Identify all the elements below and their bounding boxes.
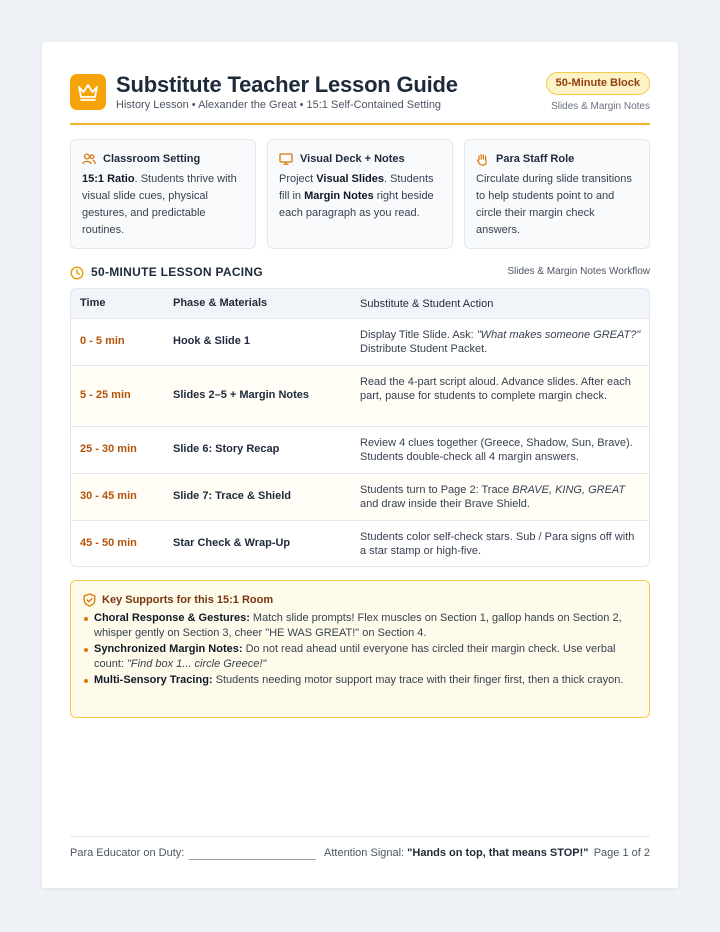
support-quote: "Find box 1... circle Greece!" bbox=[127, 658, 267, 670]
row-phase: Hook & Slide 1 bbox=[173, 335, 251, 347]
row-action: Students color self-check stars. Sub / Para signs off with a star stamp or high-five. bbox=[360, 531, 635, 557]
key-supports-box bbox=[70, 580, 650, 718]
users-icon bbox=[82, 153, 96, 165]
page-number: Page 1 of 2 bbox=[593, 847, 650, 859]
support-text: Students needing motor support may trace with their finger first, then a thick crayon. bbox=[212, 674, 624, 686]
row-time: 5 - 25 min bbox=[80, 389, 131, 401]
signature-line[interactable] bbox=[189, 859, 316, 860]
hand-icon bbox=[476, 153, 489, 166]
signal-value: "Hands on top, that means STOP!" bbox=[407, 847, 589, 859]
pacing-title: 50-MINUTE LESSON PACING bbox=[91, 265, 264, 279]
page-header bbox=[70, 72, 650, 125]
shield-check-icon bbox=[83, 593, 96, 607]
row-action bbox=[360, 483, 642, 511]
action-text: and draw inside their Brave Shield. bbox=[360, 498, 530, 510]
card-body bbox=[82, 171, 244, 239]
support-label: Multi-Sensory Tracing: bbox=[94, 674, 213, 686]
crown-icon bbox=[70, 74, 106, 110]
pacing-table bbox=[70, 288, 650, 567]
page-footer bbox=[70, 836, 650, 866]
supports-list bbox=[83, 611, 637, 688]
support-text: Do not read ahead until everyone has circled their margin check. Use verbal count: bbox=[94, 643, 616, 670]
table-row bbox=[71, 318, 649, 365]
page-title: Substitute Teacher Lesson Guide bbox=[116, 72, 458, 97]
table-row bbox=[71, 365, 649, 426]
lesson-guide-page bbox=[42, 42, 678, 888]
row-time: 0 - 5 min bbox=[80, 335, 125, 347]
support-label: Synchronized Margin Notes: bbox=[94, 643, 243, 655]
pacing-workflow-label: Slides & Margin Notes Workflow bbox=[507, 266, 650, 277]
row-phase: Slide 7: Trace & Shield bbox=[173, 490, 291, 502]
card-title: Visual Deck + Notes bbox=[300, 153, 405, 165]
page-content bbox=[70, 72, 650, 859]
ratio-text: 15:1 Ratio bbox=[82, 173, 135, 185]
card-text: Project bbox=[279, 173, 317, 185]
header-time: Time bbox=[80, 297, 106, 309]
info-cards bbox=[70, 139, 650, 249]
row-action: Read the 4-part script aloud. Advance slides. After each part, pause for students to complete margin check. bbox=[360, 376, 631, 402]
card-text: . Students fill in bbox=[279, 173, 434, 202]
card-body: Circulate during slide transitions to help students point to and circle their margin check answers. bbox=[476, 173, 632, 236]
row-time: 30 - 45 min bbox=[80, 490, 137, 502]
card-bold: Margin Notes bbox=[304, 190, 374, 202]
signal-label: Attention Signal: bbox=[324, 847, 408, 859]
action-text: Students turn to Page 2: Trace bbox=[360, 484, 513, 496]
table-row bbox=[71, 426, 649, 473]
list-item bbox=[83, 642, 637, 672]
card-classroom-setting bbox=[70, 139, 256, 249]
support-text: Match slide prompts! Flex muscles on Section 1, gallop hands on Section 2, whisper gently on Section 3, cheer "HE WAS GREAT!" on Section 4. bbox=[94, 612, 622, 639]
support-label: Choral Response & Gestures: bbox=[94, 612, 250, 624]
table-row bbox=[71, 520, 649, 566]
card-title: Classroom Setting bbox=[103, 153, 201, 165]
row-time: 45 - 50 min bbox=[80, 537, 137, 549]
row-phase: Star Check & Wrap-Up bbox=[173, 537, 291, 549]
table-header-row bbox=[71, 289, 649, 318]
action-text: Display Title Slide. Ask: bbox=[360, 329, 477, 341]
header-phase: Phase & Materials bbox=[173, 297, 268, 309]
clock-icon bbox=[70, 266, 84, 280]
list-item bbox=[83, 611, 637, 641]
card-text: right beside each paragraph as you read. bbox=[279, 190, 434, 219]
pacing-heading bbox=[70, 264, 650, 282]
card-text: . Students thrive with visual slide cues, physical gestures, and predictable routines. bbox=[82, 173, 237, 236]
row-time: 25 - 30 min bbox=[80, 443, 137, 455]
page-subtitle: History Lesson • Alexander the Great • 15:1 Self-Contained Setting bbox=[116, 99, 442, 111]
card-title: Para Staff Role bbox=[496, 153, 575, 165]
supports-title: Key Supports for this 15:1 Room bbox=[102, 594, 274, 606]
attention-signal bbox=[324, 847, 589, 859]
card-bold: Visual Slides bbox=[316, 173, 384, 185]
monitor-icon bbox=[279, 153, 293, 165]
table-row bbox=[71, 473, 649, 520]
action-quote: "What makes someone GREAT?" bbox=[476, 329, 641, 341]
para-educator-label: Para Educator on Duty: bbox=[70, 847, 185, 859]
row-action: Review 4 clues together (Greece, Shadow, Sun, Brave). Students double-check all 4 margin answers. bbox=[360, 437, 633, 463]
badge-subtitle: Slides & Margin Notes bbox=[551, 101, 650, 112]
card-visual-deck bbox=[267, 139, 453, 249]
row-action bbox=[360, 328, 642, 356]
row-phase: Slide 6: Story Recap bbox=[173, 443, 280, 455]
action-words: BRAVE, KING, GREAT bbox=[512, 484, 626, 496]
action-text: Distribute Student Packet. bbox=[360, 343, 488, 355]
list-item bbox=[83, 673, 637, 688]
header-action: Substitute & Student Action bbox=[360, 298, 494, 310]
duration-badge: 50-Minute Block bbox=[546, 72, 650, 95]
row-phase: Slides 2–5 + Margin Notes bbox=[173, 389, 310, 401]
card-para-staff bbox=[464, 139, 650, 249]
card-body bbox=[279, 171, 441, 222]
